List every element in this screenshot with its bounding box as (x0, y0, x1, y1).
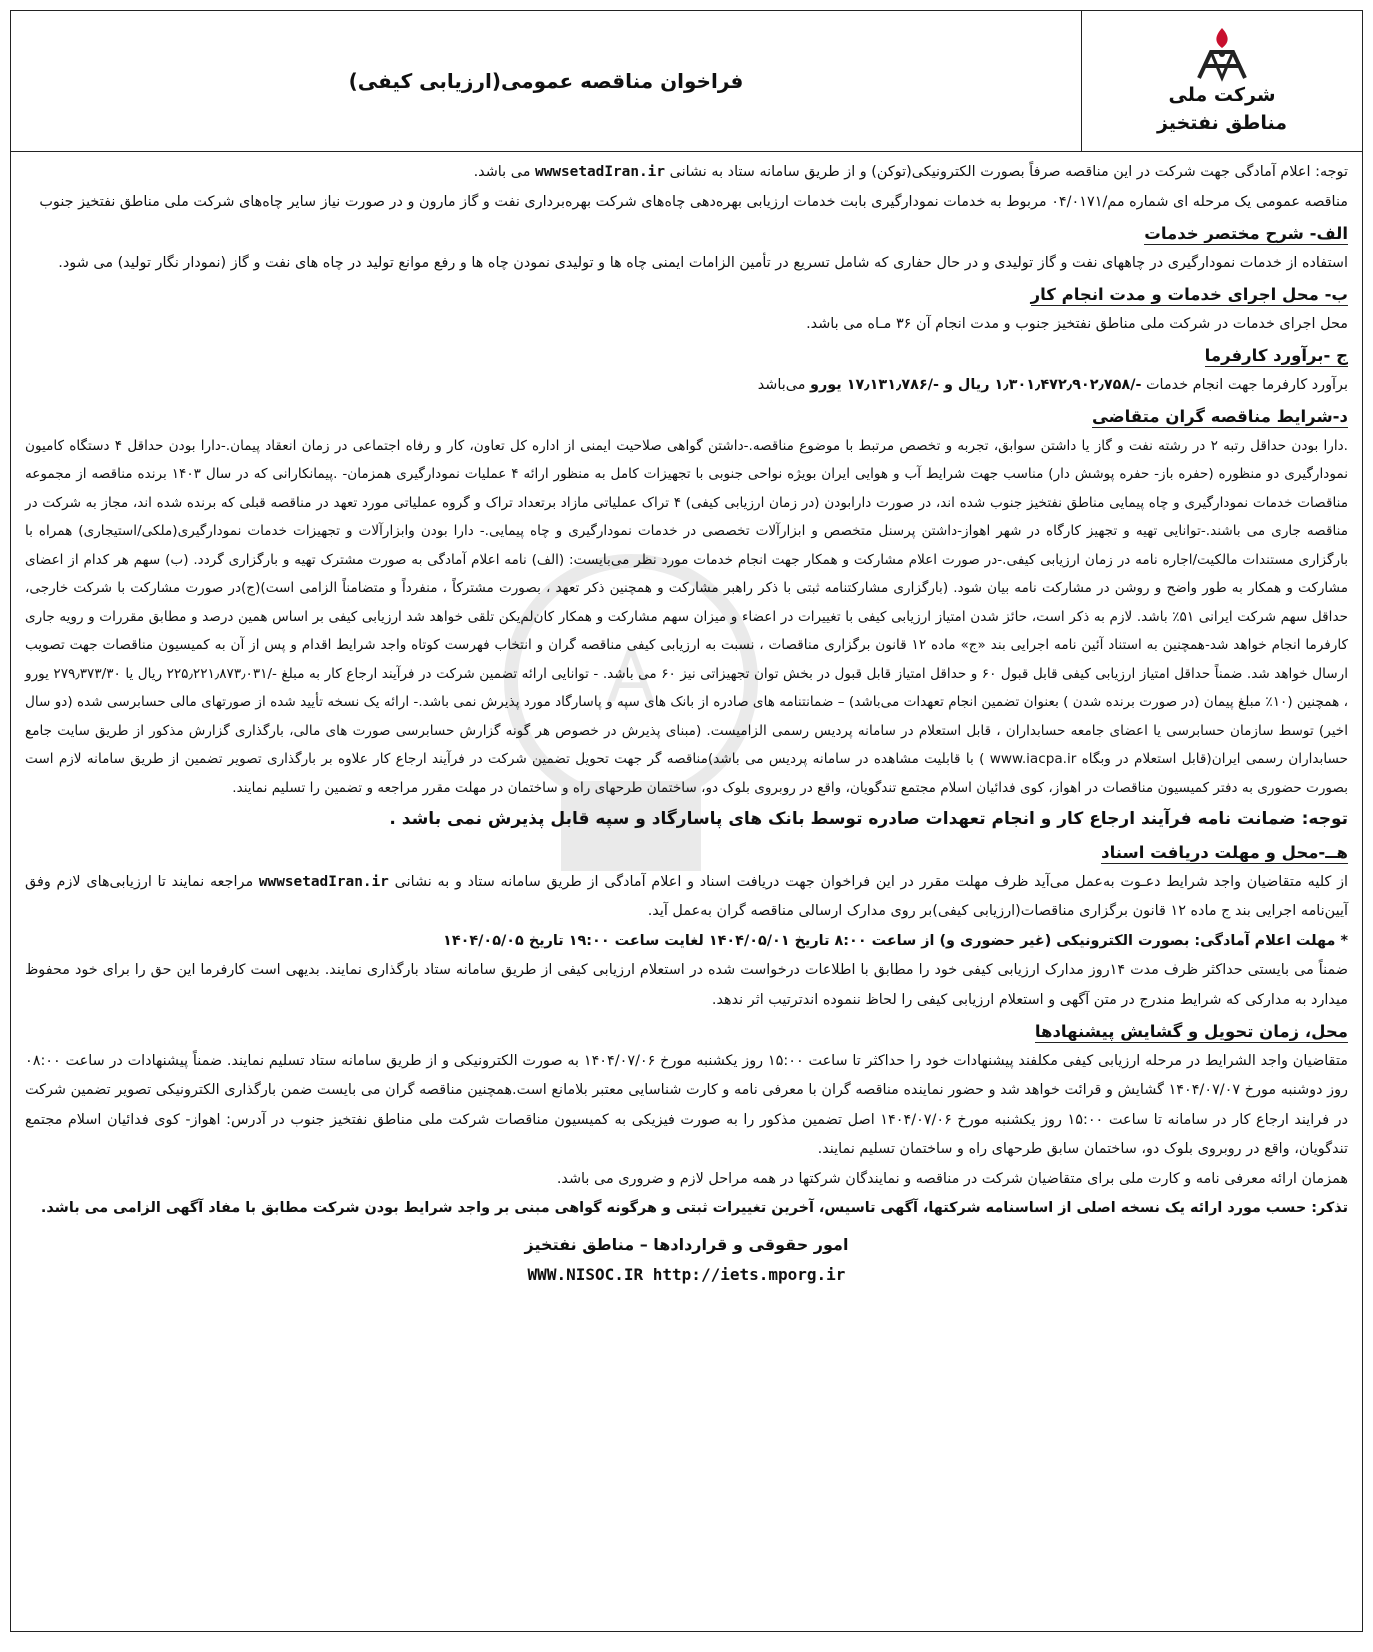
section-d-heading: د-شرایط مناقصه گران متقاضی (1091, 407, 1348, 426)
svg-text:A: A (607, 636, 655, 718)
company-name-line1: شرکت ملی (1168, 84, 1276, 107)
section-b-body: محل اجرای خدمات در شرکت ملی مناطق نفتخیز جنوب و مدت انجام آن ۳۶ مـاه می باشد. (806, 315, 1348, 332)
deadline-line: * مهلت اعلام آمادگی: بصورت الکترونیکی (غیر حضوری و) از ساعت ۸:۰۰ تاریخ ۱۴۰۴/۰۵/۰۱ لغایت ساعت ۱۹:۰۰ تاریخ ۱۴۰۴/۰۵/۰۵ (443, 932, 1348, 949)
section-c-body: برآورد کارفرما جهت انجام خدمات -/۱٫۳۰۱٫۴۷۲٫۹۰۲٫۷۵۸ ریال و -/۱۷٫۱۳۱٫۷۸۶ یورو می‌باشد (757, 376, 1348, 393)
section-e-heading: هــ-محل و مهلت دریافت اسناد (1101, 843, 1348, 862)
section-a-body: استفاده از خدمات نمودارگیری در چاههای نفت و گاز تولیدی و در حال حفاری که شامل تسریع در تأمین الزامات ایمنی چاه ها و تولیدی نمودن چاه ها و رفع موانع تولید در چاه های نفت و گاز (نمودار نگار تولید) می شود. (58, 254, 1348, 271)
closing-note-1: همزمان ارائه معرفی نامه و کارت ملی برای متقاضیان شرکت در مناقصه و نمایندگان شرکتها در همه مراحل لازم و ضروری می باشد. (556, 1170, 1348, 1187)
section-c-heading: ج -برآورد کارفرما (1204, 346, 1348, 365)
footer (25, 1230, 1348, 1290)
tender-intro: مناقصه عمومی یک مرحله ای شماره مم/۰۴/۰۱۷۱ مربوط به خدمات نمودارگیری بابت خدمات ارزیابی بهره‌دهی چاه‌های شرکت بهره‌برداری نفت و گاز مارون و در صورت نیاز سایر چاه‌های شرکت ملی مناطق نفتخیز جنوب (39, 193, 1348, 210)
flame-tower-logo-icon (1187, 24, 1257, 82)
estimate-amount: -/۱٫۳۰۱٫۴۷۲٫۹۰۲٫۷۵۸ ریال و -/۱۷٫۱۳۱٫۷۸۶ یورو (810, 376, 1142, 393)
footer-sites[interactable]: WWW.NISOC.IR http://iets.mporg.ir (527, 1264, 846, 1284)
electronic-notice: توجه: اعلام آمادگی جهت شرکت در این مناقصه صرفاً بصورت الکترونیکی(توکن) و از طریق سامانه ستاد به نشانی wwwsetadIran.ir می باشد. (473, 164, 1348, 180)
notice-content (11, 152, 1362, 1290)
setad-site-link-2[interactable]: wwwsetadIran.ir (258, 873, 389, 890)
guarantee-note: توجه: ضمانت نامه فرآیند ارجاع کار و انجام تعهدات صادره توسط بانک های پاسارگاد و سپه قابل پذیرش نمی باشد . (389, 809, 1348, 829)
header (11, 11, 1362, 152)
closing-note-2: تذکر: حسب مورد ارائه یک نسخه اصلی از اساسنامه شرکتها، آگهی تاسیس، آخرین تغییرات ثبتی و هرگونه گواهی مبنی بر واجد شرایط بودن شرکت مطابق با مفاد آگهی الزامی می باشد. (40, 1200, 1348, 1216)
footer-dept: امور حقوقی و قراردادها – مناطق نفتخیز (524, 1234, 849, 1254)
section-d-body: .دارا بودن حداقل رتبه ۲ در رشته نفت و گاز یا داشتن سوابق، تجربه و تخصص مرتبط با موضوع مناقصه.-داشتن گواهی صلاحیت ایمنی از اداره کل تعاون، کار و رفاه اجتماعی در زمان انعقاد پیمان.-دارا بودن حداقل ۴ دستگاه کامیون نمودارگیری دو منظوره (حفره باز- حفره پوشش دار) مناسب جهت شرایط آب و هوایی ایران بویژه نواحی جنوبی با تجهیزات کامل به منظور ارائه ۴ عملیات نمودارگیری همزمان- .پیمانکارانی که در سال ۱۴۰۳ برنده مناقصه از مجموعه مناقصات خدمات نمودارگیری و چاه پیمایی مناطق نفتخیز جنوب شده اند، در صورت دارابودن (در زمان ارزیابی کیفی) ۴ تراک عملیاتی مازاد برتعداد تراک و گروه عملیاتی مورد تعهد در مناقصه قبلی که برنده شده اند، مجاز به شرکت در مناقصه جاری می باشند.-توانایی تهیه و تجهیز کارگاه در شهر اهواز-داشتن پرسنل متخصص و ابزارآلات تخصصی در خدمات نمودارگیری و چاه پیمایی.- دارا بودن وابزارآلات و تجهیزات خدمات نمودارگیری(ملکی/استیجاری) همراه با بارگزاری مستندات مالکیت/اجاره نامه در زمان ارزیابی کیفی.-در صورت اعلام مشارکت و همکار جهت انجام خدمات مورد نظر می‌بایست: (الف) نامه اعلام آمادگی به صورت مشترک تهیه و بارگزاری گردد. (ب) سهم هر کدام از اعضای مشارکت و همکار به طور واضح و روشن در مشارکت نامه بیان شود. (بارگزاری مشارکتنامه ثبتی با ذکر راهبر مشارکت و همچنین ذکر تعهد ، بصورت مشترکاً ، منفرداً و متضامناً الزامی است)(ج)در صورت مشارکت با شرکت خارجی، حداقل سهم شرکت ایرانی ۵۱٪ باشد. لازم به ذکر است، حائز شدن امتیاز ارزیابی کیفی با تغییرات در اعضاء و میزان سهم مشارکت و همکار کان‌لم‌یکن تلقی خواهد شد ارزیابی کیفی بر اساس همین درصد و مطابق مقررات و رویه جاری کارفرما انجام خواهد شد-همچنین به استناد آئین نامه اجرایی بند «ج» ماده ۱۲ قانون برگزاری مناقصات ، نسبت به ارزیابی کیفی مناقصه گران و انتخاب فهرست کوتاه واجد شرایط اقدام و پس از آن به کمیسیون مناقصات جهت تصویب ارسال خواهد شد. ضمناً حداقل امتیاز ارزیابی کیفی قابل قبول ۶۰ و حداقل امتیاز قابل قبول در بخش توان تجهیزاتی نیز ۶۰ می باشد. - توانایی ارائه تضمین شرکت در فرآیند ارجاع کار به مبلغ -/۲۲۵٫۲۲۱٫۸۷۳٫۰۳۱ ریال یا ۲۷۹٫۳۷۳/۳۰ یورو ، همچنین (۱۰٪ مبلغ پیمان (در صورت برنده شدن ) بعنوان تضمین انجام تعهدات می‌باشد) – ضمانتنامه های صادره از بانک های سپه و پاسارگاد مورد پذیرش نمی باشد.- ارائه یک نسخه تأیید شده از صورتهای مالی حسابرسی شده (دو سال اخیر) توسط سازمان حسابرسی یا اعضای جامعه حسابداران ، قابل استعلام در سامانه پردیس رسمی الزامیست. (مبنای پذیرش در خصوص هر گونه گزارش حسابرسی صورت های مالی، بارگذاری گزارش مذکور از طریق سایت جامع حسابداران رسمی ایران(قابل استعلام در وبگاه www.iacpa.ir ) با قابلیت مشاهده در سامانه پردیس می باشد)مناقصه گر جهت تحویل تضمین شرکت در فرآیند ارجاع کار علاوه بر بارگذاری تصویر تضمین از طریق سامانه لازم است بصورت حضوری به دفتر کمیسیون مناقصات در اهواز، کوی فدائیان اسلام مجتمع تندگویان، واقع در روبروی بلوک دو، ساختمان طرحهای راه و ساختمان در مهلت مقرر مراجعه و تضمین را تسلیم نمایند. (25, 437, 1348, 796)
section-f-body: متقاضیان واجد الشرایط در مرحله ارزیابی کیفی مکلفند پیشنهادات خود را حداکثر تا ساعت ۱۵:۰۰ روز یکشنبه مورخ ۱۴۰۴/۰۷/۰۶ به صورت الکترونیکی و از طریق سامانه ستاد تسلیم نمایند. ضمناً پیشنهادات در ساعت ۰۸:۰۰ روز دوشنبه مورخ ۱۴۰۴/۰۷/۰۷ گشایش و قرائت خواهد شد و حضور نماینده مناقصه گران با معرفی نامه و کارت شناسایی معتبر بلامانع است.همچنین مناقصه گران می بایست ضمن بارگذاری الکترونیکی تصویر تضمین شرکت در فرایند ارجاع کار در سامانه تا ساعت ۱۵:۰۰ روز یکشنبه مورخ ۱۴۰۴/۰۷/۰۶ اصل تضمین مذکور را به صورت فیزیکی به کمیسیون مناقصات شرکت ملی مناطق نفتخیز جنوب در آدرس: اهواز- کوی فدائیان اسلام مجتمع تندگویان، واقع در روبروی بلوک دو، ساختمان سابق طرحهای راه و ساختمان تسلیم نمایند. (25, 1052, 1349, 1157)
tender-notice-page (10, 10, 1363, 1632)
section-b-heading: ب- محل اجرای خدمات و مدت انجام کار (1030, 285, 1348, 304)
page-title: فراخوان مناقصه عمومی(ارزیابی کیفی) (348, 69, 744, 93)
setad-site-link[interactable]: wwwsetadIran.ir (535, 164, 665, 180)
section-a-heading: الف- شرح مختصر خدمات (1144, 224, 1348, 243)
section-f-heading: محل، زمان تحویل و گشایش پیشنهادها (1034, 1022, 1348, 1041)
company-name-line2: مناطق نفتخیز (1156, 112, 1288, 134)
company-logo-block (1081, 11, 1362, 151)
section-e-body: از کلیه متقاضیان واجد شرایط دعـوت به‌عمل می‌آید ظرف مهلت مقرر در این فراخوان جهت دریافت اسناد و اعلام آمادگی از طریق سامانه ستاد و به نشانی wwwsetadIran.ir مراجعه نمایند تا ارزیابی‌های لازم وفق آیین‌نامه اجرایی بند ج ماده ۱۲ قانون برگزاری مناقصات(ارزیابی کیفی)بر روی مدارک ارسالی مناقصه گران به‌عمل آید. (25, 873, 1349, 919)
section-e-body-3: ضمناً می بایستی حداکثر ظرف مدت ۱۴روز مدارک ارزیابی کیفی خود را مطابق با اطلاعات درخواست شده در استعلام ارزیابی کیفی از طریق سامانه ستاد بارگذاری نمایند. بدیهی است کارفرما این حق را برای خود محفوظ میدارد به مدارکی که شرایط مندرج در متن آگهی و استعلام ارزیابی کیفی را لحاظ ننموده اندترتیب اثر ندهد. (25, 962, 1349, 1008)
